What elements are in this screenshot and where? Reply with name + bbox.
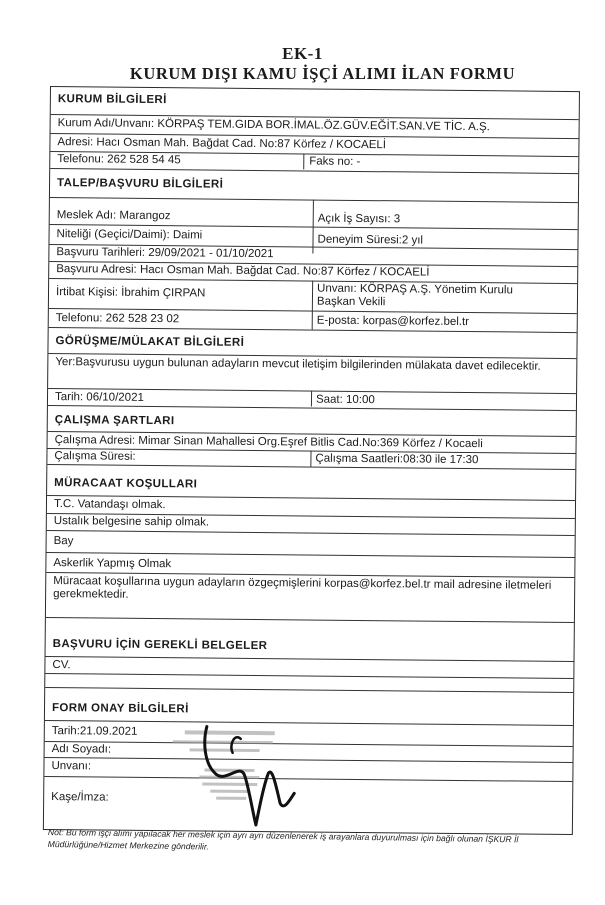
requirement-item: Ustalık belgesine sahip olmak. bbox=[53, 515, 210, 529]
contact-email: E-posta: korpas@korfez.bel.tr bbox=[316, 314, 470, 329]
section-heading-onay: FORM ONAY BİLGİLERİ bbox=[51, 702, 189, 716]
contact-phone: Telefonu: 262 528 23 02 bbox=[55, 312, 180, 326]
contact-person: İrtibat Kişisi: İbrahim ÇIRPAN bbox=[55, 286, 206, 300]
approval-date: Tarih:21.09.2021 bbox=[51, 725, 138, 738]
meslek-name: Meslek Adı: Marangoz bbox=[56, 209, 171, 223]
approval-name: Adı Soyadı: bbox=[51, 743, 112, 756]
work-hours: Çalışma Saatleri:08:30 ile 17:30 bbox=[315, 452, 479, 467]
work-address: Çalışma Adresi: Mimar Sinan Mahallesi Org.Eşref Bitlis Cad.No:369 Körfez / Kocaeli bbox=[54, 434, 483, 451]
form-title: KURUM DIŞI KAMU İŞÇİ ALIMI İLAN FORMU bbox=[129, 64, 516, 83]
company-stamp bbox=[172, 730, 275, 800]
handwritten-signature bbox=[144, 712, 345, 834]
form-code: EK-1 bbox=[282, 44, 323, 63]
requirement-item: Bay bbox=[53, 535, 74, 548]
section-heading-kurum: KURUM BİLGİLERİ bbox=[57, 93, 167, 107]
interview-place: Yer:Başvurusu uygun bulunan adayların mevcut iletişim bilgilerinden mülakata davet edilecektir. bbox=[55, 356, 541, 373]
experience: Deneyim Süresi:2 yıl bbox=[317, 233, 424, 247]
contact-title-line1: Unvanı: KÖRPAŞ A.Ş. Yönetim Kurulu bbox=[317, 282, 513, 297]
application-address: Başvuru Adresi: Hacı Osman Mah. Bağdat Cad. No:87 Körfez / KOCAELİ bbox=[56, 263, 430, 279]
approval-stamp-signature: Kaşe/İmza: bbox=[51, 791, 109, 804]
section-heading-muracaat: MÜRACAAT KOŞULLARI bbox=[54, 477, 198, 491]
requirement-item: Askerlik Yapmış Olmak bbox=[53, 557, 172, 571]
interview-time: Saat: 10:00 bbox=[315, 393, 375, 407]
kurum-address: Adresi: Hacı Osman Mah. Bağdat Cad. No:87 Körfez / KOCAELİ bbox=[57, 136, 387, 152]
requirement-item: Müracaat koşullarına uygun adayların özgeçmişlerini korpas@korfez.bel.tr mail adresine iletmeleri gerekmektedir. bbox=[53, 575, 552, 601]
open-positions: Açık İş Sayısı: 3 bbox=[317, 212, 401, 226]
approval-title: Unvanı: bbox=[51, 760, 92, 773]
section-heading-calisma: ÇALIŞMA ŞARTLARI bbox=[54, 414, 175, 428]
application-dates: Başvuru Tarihleri: 29/09/2021 - 01/10/2021 bbox=[56, 246, 274, 261]
work-duration: Çalışma Süresi: bbox=[54, 450, 136, 463]
kurum-name: Kurum Adı/Unvanı: KÖRPAŞ TEM.GIDA BOR.İMAL.ÖZ.GÜV.EĞİT.SAN.VE TİC. A.Ş. bbox=[57, 117, 490, 134]
position-type: Niteliği (Geçici/Daimi): Daimi bbox=[56, 228, 203, 242]
interview-date: Tarih: 06/10/2021 bbox=[54, 391, 144, 404]
section-heading-gorusme: GÖRÜŞME/MÜLAKAT BİLGİLERİ bbox=[55, 335, 245, 349]
footer-note: Not: Bu form işçi alımı yapılacak her meslek için ayrı ayrı düzenlenerek iş arayanlara duyurulması için bağlı olunan İŞKUR İl Müdürlüğüne/Hizmet Merkezine gönderilir. bbox=[47, 826, 519, 852]
section-heading-talep: TALEP/BAŞVURU BİLGİLERİ bbox=[57, 177, 224, 191]
requirement-item: T.C. Vatandaşı olmak. bbox=[53, 498, 166, 512]
announcement-form bbox=[43, 86, 580, 835]
kurum-phone: Telefonu: 262 528 54 45 bbox=[57, 153, 181, 167]
section-heading-belgeler: BAŞVURU İÇİN GEREKLİ BELGELER bbox=[52, 638, 268, 653]
kurum-fax: Faks no: - bbox=[309, 155, 361, 168]
contact-title-line2: Başkan Vekili bbox=[316, 295, 386, 309]
document-item: CV. bbox=[52, 659, 71, 672]
